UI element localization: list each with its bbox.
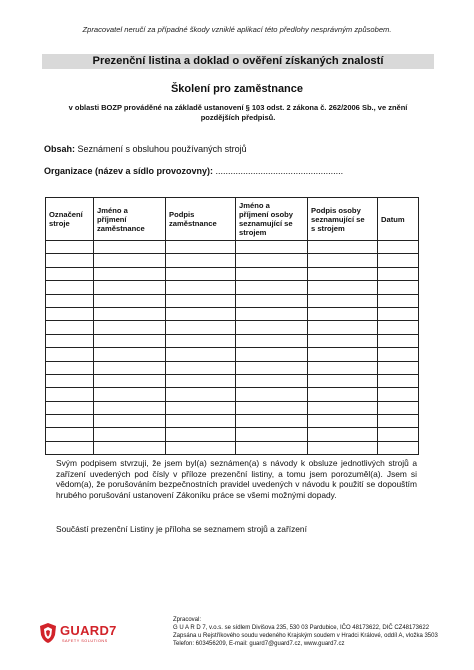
- table-cell[interactable]: [378, 334, 419, 347]
- disclaimer-text: Zpracovatel neručí za případné škody vzniklé aplikací této předlohy nesprávným způsobem.: [82, 25, 392, 34]
- table-cell[interactable]: [308, 388, 378, 401]
- declaration-paragraph: Svým podpisem stvrzuji, že jsem byl(a) seznámen(a) s návody k obsluze jednotlivých strojů a zařízení uvedených pod čísly v příloze prezenční listiny, a tomu jsem porozuměl(a). Jsem si vědom(a), že porušováním bezpečnostních pravidel uvedených v návodu k použití se dopouštím hrubého porušování ustanovení Zákoníku práce se všemi možnými dopady.: [56, 458, 417, 500]
- table-cell[interactable]: [308, 307, 378, 320]
- table-cell[interactable]: [166, 441, 236, 454]
- footer-info: [173, 616, 443, 648]
- table-row: [46, 294, 419, 307]
- table-cell[interactable]: [46, 388, 94, 401]
- table-row: [46, 254, 419, 267]
- table-row: [46, 415, 419, 428]
- table-cell[interactable]: [94, 334, 166, 347]
- column-header-instructor-name: Jméno a příjmení osoby seznamující se strojem: [236, 198, 308, 241]
- table-cell[interactable]: [46, 348, 94, 361]
- table-row: [46, 321, 419, 334]
- table-cell[interactable]: [308, 281, 378, 294]
- table-row: [46, 241, 419, 254]
- table-row: [46, 428, 419, 441]
- table-row: [46, 267, 419, 280]
- table-cell[interactable]: [308, 267, 378, 280]
- table-cell[interactable]: [166, 294, 236, 307]
- table-row: [46, 401, 419, 414]
- table-cell[interactable]: [166, 348, 236, 361]
- table-cell[interactable]: [46, 428, 94, 441]
- table-cell[interactable]: [46, 361, 94, 374]
- organization-field[interactable]: ...................................................: [213, 166, 344, 176]
- table-cell[interactable]: [166, 428, 236, 441]
- table-cell[interactable]: [308, 361, 378, 374]
- column-header-machine: Označení stroje: [46, 198, 94, 241]
- table-cell[interactable]: [94, 321, 166, 334]
- legal-reference: [44, 103, 432, 123]
- table-cell[interactable]: [308, 334, 378, 347]
- table-cell[interactable]: [378, 254, 419, 267]
- table-cell[interactable]: [236, 348, 308, 361]
- table-cell[interactable]: [166, 321, 236, 334]
- table-cell[interactable]: [308, 441, 378, 454]
- logo-tagline: SAFETY SOLUTIONS: [62, 639, 108, 643]
- table-cell[interactable]: [378, 374, 419, 387]
- table-header-row: [46, 198, 419, 241]
- table-row: [46, 307, 419, 320]
- table-cell[interactable]: [166, 307, 236, 320]
- table-cell[interactable]: [236, 241, 308, 254]
- table-cell[interactable]: [46, 441, 94, 454]
- table-cell[interactable]: [378, 361, 419, 374]
- table-cell[interactable]: [166, 388, 236, 401]
- table-cell[interactable]: [94, 388, 166, 401]
- legal-line-2: pozdějších předpisů.: [200, 113, 276, 122]
- table-cell[interactable]: [46, 267, 94, 280]
- footer-line: Telefon: 603456209, E-mail: guard7@guard7.cz, www.guard7.cz: [173, 641, 345, 647]
- legal-line-1: v oblasti BOZP prováděné na základě ustanovení § 103 odst. 2 zákona č. 262/2006 Sb., ve znění: [68, 103, 408, 112]
- table-cell[interactable]: [166, 241, 236, 254]
- company-logo: [38, 622, 138, 646]
- table-cell[interactable]: [236, 401, 308, 414]
- table-cell[interactable]: [46, 294, 94, 307]
- table-cell[interactable]: [236, 374, 308, 387]
- table-cell[interactable]: [94, 281, 166, 294]
- table-cell[interactable]: [94, 267, 166, 280]
- table-cell[interactable]: [236, 254, 308, 267]
- table-cell[interactable]: [236, 307, 308, 320]
- column-header-employee-signature: Podpis zaměstnance: [166, 198, 236, 241]
- table-cell[interactable]: [236, 428, 308, 441]
- column-header-date: Datum: [378, 198, 419, 241]
- table-cell[interactable]: [94, 361, 166, 374]
- table-cell[interactable]: [94, 374, 166, 387]
- table-cell[interactable]: [166, 401, 236, 414]
- document-title: Prezenční listina a doklad o ověření získaných znalostí: [42, 54, 434, 69]
- table-cell[interactable]: [94, 401, 166, 414]
- table-cell[interactable]: [46, 334, 94, 347]
- table-cell[interactable]: [378, 415, 419, 428]
- column-header-instructor-signature: Podpis osoby seznamující se s strojem: [308, 198, 378, 241]
- attachment-note: Součástí prezenční Listiny je příloha se seznamem strojů a zařízení: [56, 524, 307, 534]
- table-row: [46, 374, 419, 387]
- document-subtitle: Školení pro zaměstnance: [170, 83, 304, 95]
- table-cell[interactable]: [236, 294, 308, 307]
- table-cell[interactable]: [46, 254, 94, 267]
- table-cell[interactable]: [166, 334, 236, 347]
- table-body: [46, 241, 419, 455]
- table-cell[interactable]: [46, 307, 94, 320]
- table-cell[interactable]: [378, 307, 419, 320]
- table-cell[interactable]: [378, 267, 419, 280]
- footer-line: G U A R D 7, v.o.s. se sídlem Divišova 235, 530 03 Pardubice, IČO 48173622, DIČ CZ48173622: [173, 625, 430, 631]
- table-row: [46, 281, 419, 294]
- table-cell[interactable]: [94, 348, 166, 361]
- table-row: [46, 441, 419, 454]
- table-cell[interactable]: [378, 441, 419, 454]
- table-cell[interactable]: [94, 307, 166, 320]
- table-cell[interactable]: [236, 334, 308, 347]
- table-cell[interactable]: [378, 428, 419, 441]
- table-cell[interactable]: [46, 374, 94, 387]
- table-cell[interactable]: [378, 281, 419, 294]
- table-cell[interactable]: [378, 321, 419, 334]
- footer-line: Zpracoval:: [173, 617, 202, 623]
- table-cell[interactable]: [308, 415, 378, 428]
- table-cell[interactable]: [94, 294, 166, 307]
- table-cell[interactable]: [308, 348, 378, 361]
- table-cell[interactable]: [378, 294, 419, 307]
- table-cell[interactable]: [236, 267, 308, 280]
- table-cell[interactable]: [94, 441, 166, 454]
- table-row: [46, 334, 419, 347]
- column-header-employee-name: Jméno a příjmení zaměstnance: [94, 198, 166, 241]
- table-cell[interactable]: [94, 415, 166, 428]
- attendance-table: [45, 197, 419, 455]
- organization-line: [44, 166, 343, 176]
- table-cell[interactable]: [46, 401, 94, 414]
- table-cell[interactable]: [308, 428, 378, 441]
- table-cell[interactable]: [166, 267, 236, 280]
- table-cell[interactable]: [308, 321, 378, 334]
- table-cell[interactable]: [236, 361, 308, 374]
- table-cell[interactable]: [308, 401, 378, 414]
- table-cell[interactable]: [308, 241, 378, 254]
- table-cell[interactable]: [46, 321, 94, 334]
- table-cell[interactable]: [46, 281, 94, 294]
- table-cell[interactable]: [378, 348, 419, 361]
- table-cell[interactable]: [378, 401, 419, 414]
- table-cell[interactable]: [166, 415, 236, 428]
- table-cell[interactable]: [378, 241, 419, 254]
- table-cell[interactable]: [308, 294, 378, 307]
- content-value: Seznámení s obsluhou používaných strojů: [75, 144, 247, 154]
- table-cell[interactable]: [166, 281, 236, 294]
- logo-text: GUARD7: [60, 623, 117, 638]
- table-cell[interactable]: [46, 241, 94, 254]
- table-cell[interactable]: [236, 321, 308, 334]
- table-cell[interactable]: [308, 374, 378, 387]
- table-cell[interactable]: [236, 281, 308, 294]
- table-cell[interactable]: [308, 254, 378, 267]
- shield-icon: [38, 622, 58, 644]
- table-row: [46, 388, 419, 401]
- table-cell[interactable]: [166, 374, 236, 387]
- table-cell[interactable]: [236, 415, 308, 428]
- content-line: [44, 144, 247, 154]
- table-cell[interactable]: [236, 441, 308, 454]
- table-cell[interactable]: [166, 254, 236, 267]
- table-cell[interactable]: [166, 361, 236, 374]
- table-cell[interactable]: [94, 241, 166, 254]
- table-cell[interactable]: [378, 388, 419, 401]
- table-cell[interactable]: [236, 388, 308, 401]
- footer-line: Zapsána u Rejstříkového soudu vedeného Krajským soudem v Hradci Králové, oddíl A, vložka 3503: [173, 633, 438, 639]
- table-cell[interactable]: [46, 415, 94, 428]
- table-cell[interactable]: [94, 254, 166, 267]
- table-row: [46, 361, 419, 374]
- content-label: Obsah:: [44, 144, 76, 154]
- table-cell[interactable]: [94, 428, 166, 441]
- organization-label: Organizace (název a sídlo provozovny):: [44, 166, 214, 176]
- table-row: [46, 348, 419, 361]
